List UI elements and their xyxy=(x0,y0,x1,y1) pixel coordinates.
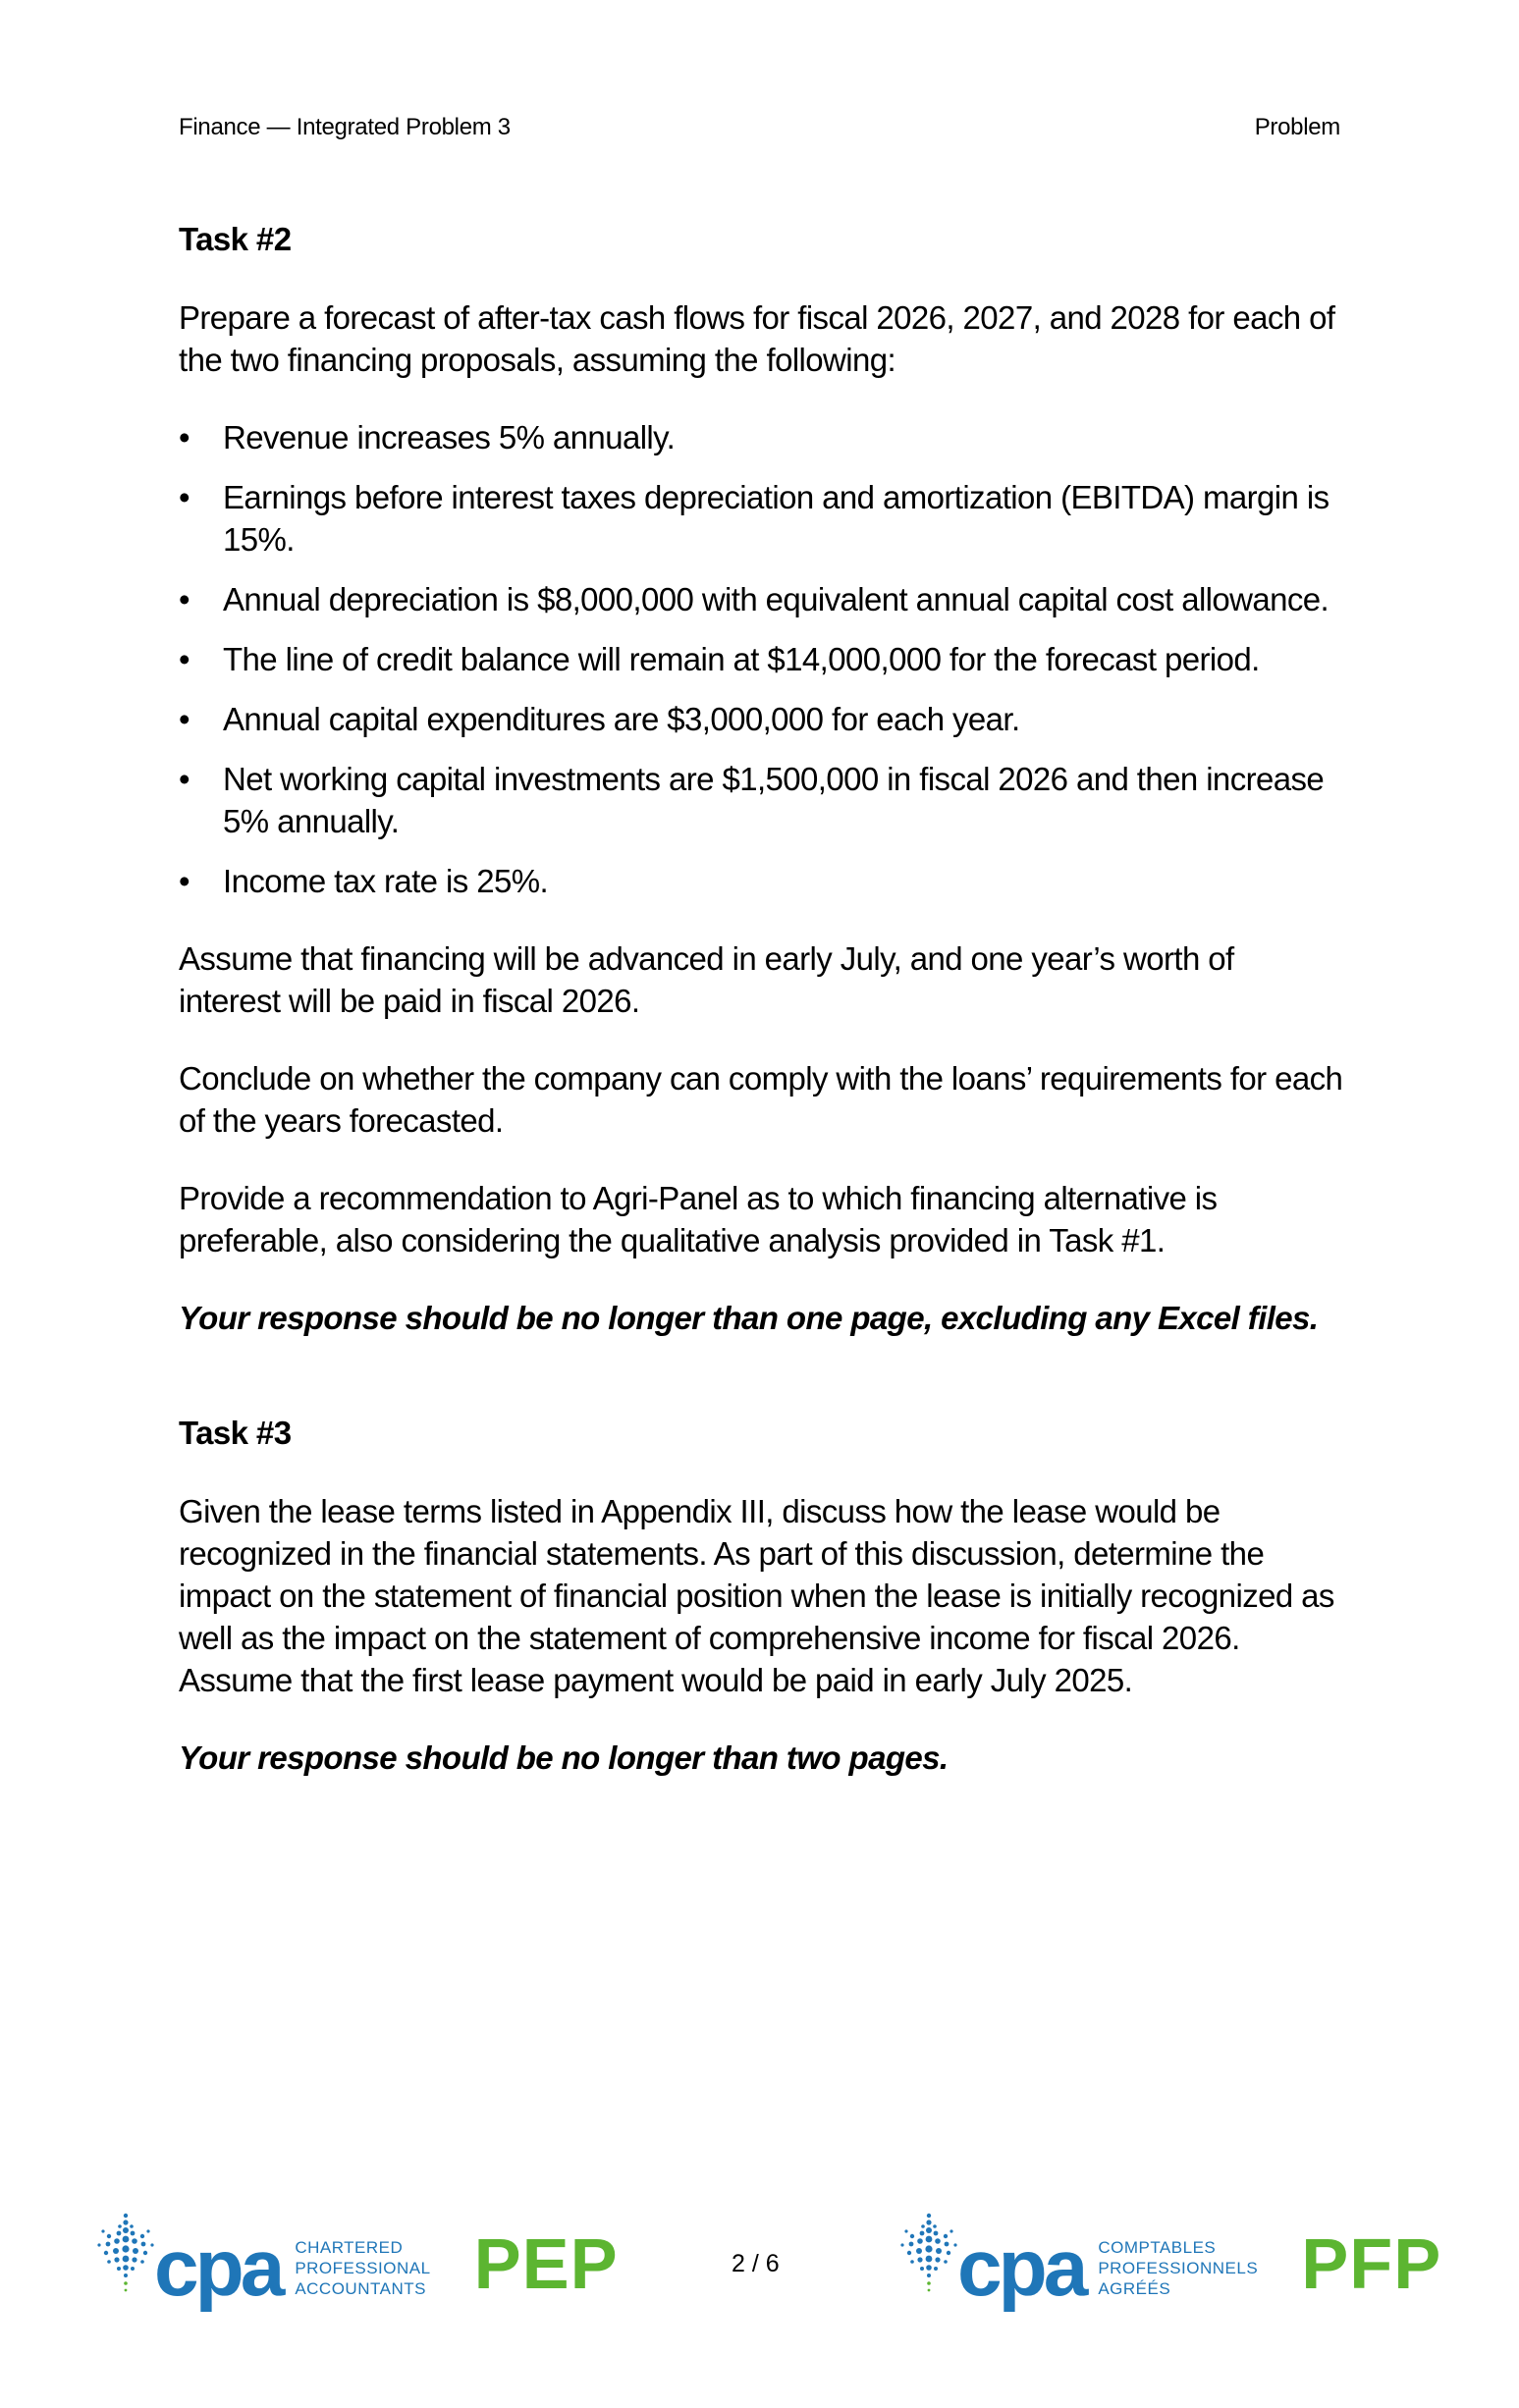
cpa-descriptor: COMPTABLES PROFESSIONNELS AGRÉÉS xyxy=(1098,2237,1259,2298)
task2-financing-timing: Assume that financing will be advanced in early July, and one year’s worth of interest will be paid in fiscal 2026. xyxy=(179,940,1234,1019)
cpa-logo-english xyxy=(93,2209,619,2313)
task3-heading: Task #3 xyxy=(179,1415,292,1451)
list-item: • Annual capital expenditures are $3,000,000 for each year. xyxy=(179,698,1343,740)
task2-intro: Prepare a forecast of after-tax cash flows for fiscal 2026, 2027, and 2028 for each of the two financing proposals, assuming the following: xyxy=(179,299,1335,378)
task2-assumptions-list xyxy=(179,416,1343,902)
page-footer xyxy=(0,2199,1519,2327)
task2-compliance: Conclude on whether the company can comply with the loans’ requirements for each of the years forecasted. xyxy=(179,1060,1343,1139)
page-content xyxy=(179,218,1343,1814)
task3-body: Given the lease terms listed in Appendix III, discuss how the lease would be recognized in the financial statements. As part of this discussion, determine the impact on the statement of financial position when the lease is initially recognized as well as the impact on the statement of comprehensive income for fiscal 2026. Assume that the first lease payment would be paid in early July 2025. xyxy=(179,1493,1334,1698)
maple-leaf-dots-icon xyxy=(896,2210,961,2308)
maple-leaf-dots-icon xyxy=(93,2210,158,2308)
page-header xyxy=(179,108,1340,147)
task2-recommendation: Provide a recommendation to Agri-Panel as to which financing alternative is preferable, also considering the qualitative analysis provided in Task #1. xyxy=(179,1180,1218,1258)
program-acronym-pfp: PFP xyxy=(1301,2225,1442,2304)
list-item: • Net working capital investments are $1,500,000 in fiscal 2026 and then increase 5% annually. xyxy=(179,758,1343,842)
cpa-wordmark: cpa xyxy=(957,2223,1085,2313)
page-number: 2 / 6 xyxy=(732,2250,780,2277)
list-item: • Income tax rate is 25%. xyxy=(179,860,1343,902)
list-item: • Earnings before interest taxes depreciation and amortization (EBITDA) margin is 15%. xyxy=(179,476,1343,561)
header-section: Problem xyxy=(1254,114,1340,140)
list-item: • The line of credit balance will remain at $14,000,000 for the forecast period. xyxy=(179,638,1343,680)
task3-length-note: Your response should be no longer than two pages. xyxy=(179,1739,949,1776)
cpa-descriptor: CHARTERED PROFESSIONAL ACCOUNTANTS xyxy=(295,2237,431,2298)
task2-length-note: Your response should be no longer than one page, excluding any Excel files. xyxy=(179,1300,1319,1336)
task2-heading: Task #2 xyxy=(179,221,292,257)
cpa-logo-french xyxy=(896,2209,1442,2313)
program-acronym-pep: PEP xyxy=(473,2225,619,2304)
header-title: Finance — Integrated Problem 3 xyxy=(179,114,511,140)
list-item: • Revenue increases 5% annually. xyxy=(179,416,1343,458)
list-item: • Annual depreciation is $8,000,000 with equivalent annual capital cost allowance. xyxy=(179,578,1343,620)
cpa-wordmark: cpa xyxy=(154,2223,282,2313)
